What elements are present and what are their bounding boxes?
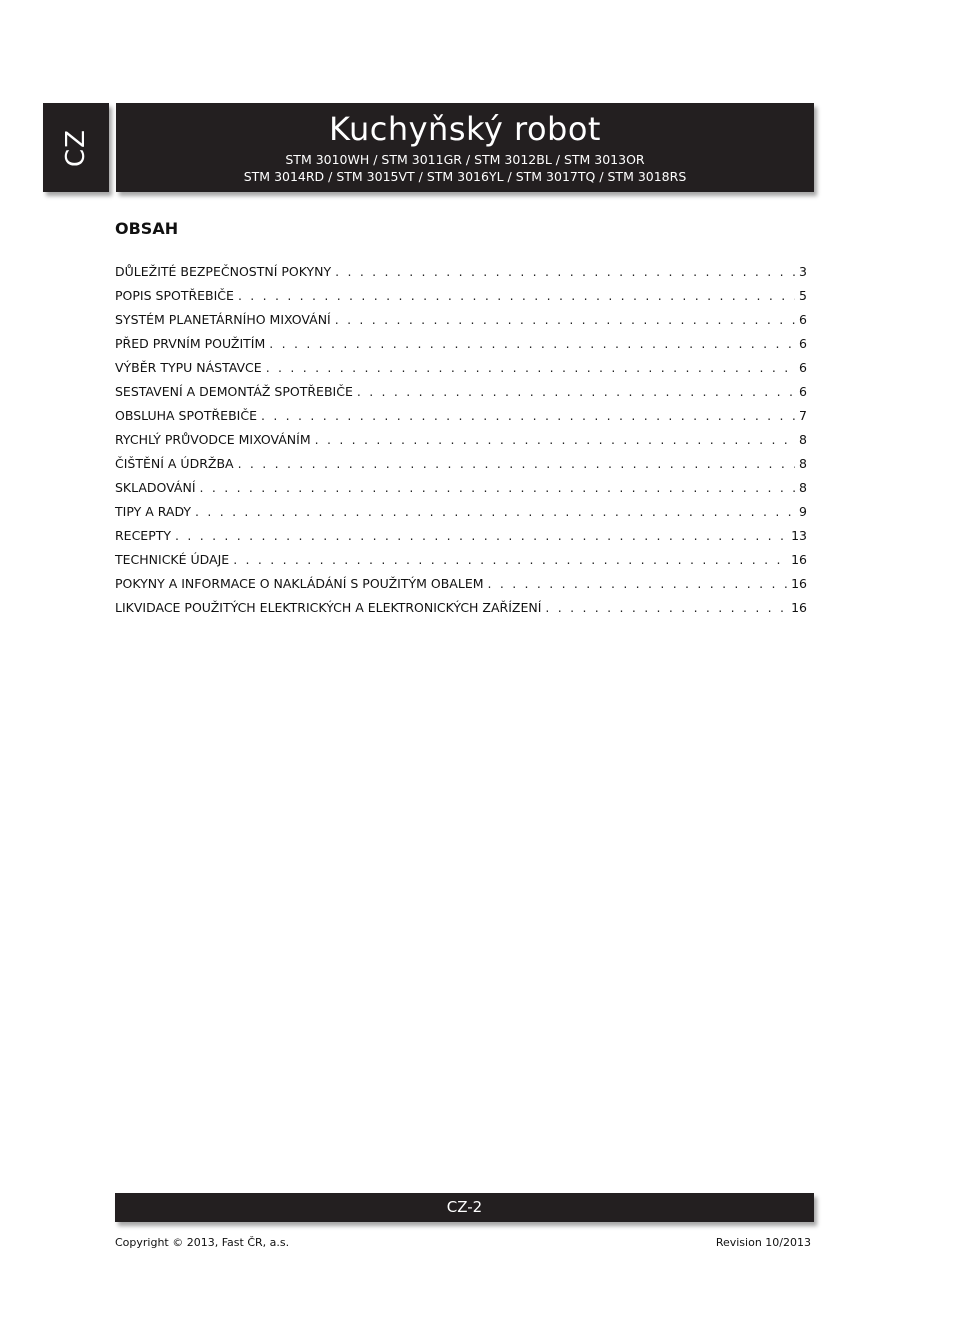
toc-leader-dots [261,406,795,426]
toc-entry[interactable] [115,334,807,358]
toc-entry-label: SYSTÉM PLANETÁRNÍHO MIXOVÁNÍ [115,312,331,327]
toc-leader-dots [195,502,795,522]
toc-entry-label: ČIŠTĚNÍ A ÚDRŽBA [115,456,234,471]
toc-entry-label: TECHNICKÉ ÚDAJE [115,552,230,567]
toc-entry[interactable] [115,358,807,382]
toc-entry-label: RYCHLÝ PRŮVODCE MIXOVÁNÍM [115,432,311,447]
toc-leader-dots [357,382,795,402]
toc-entry[interactable] [115,286,807,310]
copyright-notice: Copyright © 2013, Fast ČR, a.s. [115,1236,290,1249]
toc-entry-label: OBSLUHA SPOTŘEBIČE [115,408,257,423]
toc-heading: OBSAH [115,219,179,238]
toc-leader-dots [233,550,787,570]
toc-entry-label: VÝBĚR TYPU NÁSTAVCE [115,360,262,375]
toc-entry-label: DŮLEŽITÉ BEZPEČNOSTNÍ POKYNY [115,264,332,279]
toc-entry[interactable] [115,550,807,574]
toc-entry-label: POPIS SPOTŘEBIČE [115,288,234,303]
toc-entry-label: POKYNY A INFORMACE O NAKLÁDÁNÍ S POUŽITÝM OBALEM [115,576,484,591]
toc-entry-label: RECEPTY [115,528,172,543]
toc-entry-page: 6 [799,384,807,399]
toc-entry-page: 5 [799,288,807,303]
toc-entry-page: 6 [799,336,807,351]
model-list-line-2: STM 3014RD / STM 3015VT / STM 3016YL / STM 3017TQ / STM 3018RS [243,169,687,184]
language-tab-label: CZ [61,128,91,167]
toc-entry-page: 3 [799,264,807,279]
toc-entry[interactable] [115,526,807,550]
toc-entry[interactable] [115,478,807,502]
toc-leader-dots [200,478,796,498]
toc-leader-dots [545,598,787,618]
toc-entry-page: 6 [799,360,807,375]
language-tab [43,103,109,192]
toc-entry[interactable] [115,502,807,526]
footer-bar [115,1193,814,1222]
toc-entry-page: 16 [791,552,807,567]
toc-leader-dots [488,574,788,594]
toc-entry-label: SESTAVENÍ A DEMONTÁŽ SPOTŘEBIČE [115,384,353,399]
toc-leader-dots [315,430,795,450]
toc-entry-page: 8 [799,432,807,447]
toc-entry-label: SKLADOVÁNÍ [115,480,196,495]
toc-entry[interactable] [115,406,807,430]
toc-entry-page: 8 [799,480,807,495]
model-list-line-1: STM 3010WH / STM 3011GR / STM 3012BL / STM 3013OR [285,152,645,167]
toc-leader-dots [175,526,787,546]
toc-leader-dots [238,286,795,306]
toc-entry-page: 16 [791,600,807,615]
toc-entry-page: 9 [799,504,807,519]
toc-entry-page: 16 [791,576,807,591]
toc-entry[interactable] [115,454,807,478]
toc-leader-dots [335,262,795,282]
page-number: CZ-2 [446,1198,483,1216]
toc-entry[interactable] [115,598,807,622]
toc-entry[interactable] [115,382,807,406]
toc-entry[interactable] [115,430,807,454]
toc-entry[interactable] [115,262,807,286]
toc-entry[interactable] [115,574,807,598]
title-bar [116,103,814,192]
toc-entry-page: 6 [799,312,807,327]
toc-entry-label: TIPY A RADY [115,504,192,519]
toc-leader-dots [238,454,795,474]
page-title: Kuchyňský robot [329,110,601,148]
toc-leader-dots [266,358,795,378]
toc-entry-page: 7 [799,408,807,423]
table-of-contents [115,262,807,622]
toc-entry-page: 8 [799,456,807,471]
toc-entry-label: LIKVIDACE POUŽITÝCH ELEKTRICKÝCH A ELEKTRONICKÝCH ZAŘÍZENÍ [115,600,542,615]
toc-leader-dots [269,334,795,354]
revision-notice: Revision 10/2013 [715,1236,811,1249]
toc-entry[interactable] [115,310,807,334]
toc-entry-page: 13 [791,528,807,543]
toc-entry-label: PŘED PRVNÍM POUŽITÍM [115,336,266,351]
toc-leader-dots [335,310,795,330]
